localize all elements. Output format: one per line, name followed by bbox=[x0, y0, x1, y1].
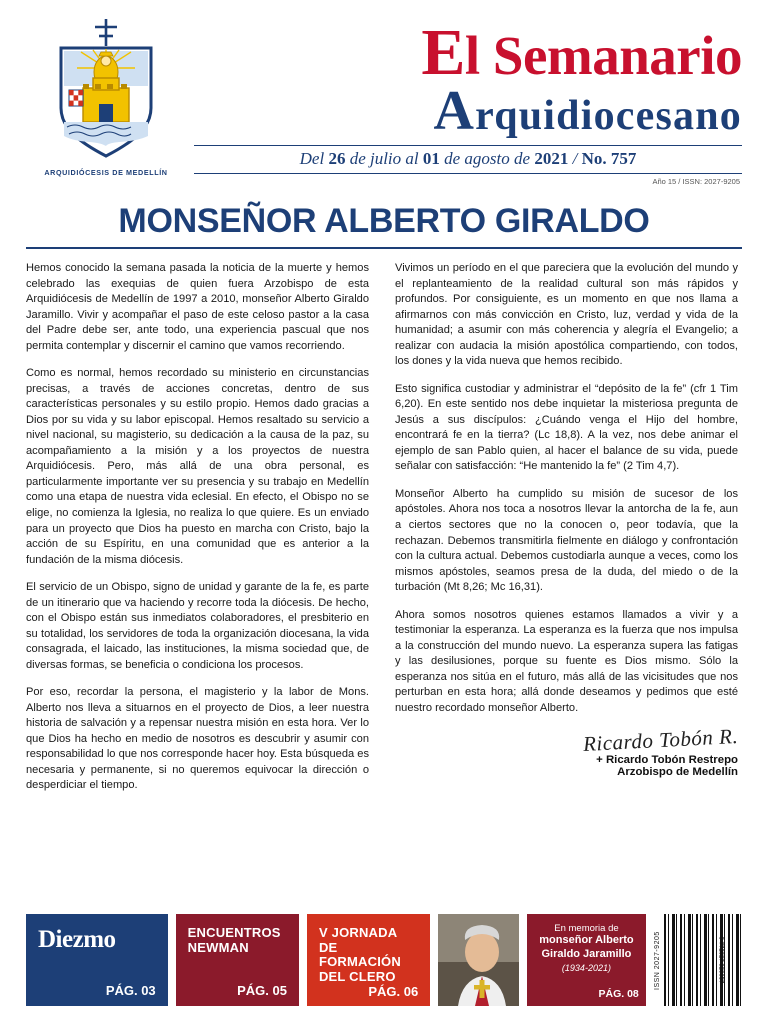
dateline-year: 2021 bbox=[534, 148, 569, 168]
dateline-mid2: de agosto de bbox=[439, 148, 535, 168]
handwritten-signature: Ricardo Tobón R. bbox=[582, 724, 739, 757]
memoria-line2: monseñor Alberto Giraldo Jaramillo bbox=[539, 934, 634, 960]
barcode-number: 9 772027 920057 bbox=[717, 936, 724, 984]
paragraph: Esto significa custodiar y administrar el “depósito de la fe” (cfr 1 Tim 6,20). En este sentido nos debe inquietar la misteriosa pregunta de Jesús a sus discípulos: ¿Cuándo venga el Hijo del hombre, encontrará fe en la tierra? (Lc 18,8). A la vez, nos debe animar el ejemplo de san Pablo quien, al hacer el balance de su vida, puede señalar con satisfacción: “He mantenido la fe” (2 Tim 4,7). bbox=[395, 382, 738, 473]
article-column-left bbox=[26, 261, 369, 869]
portrait-icon bbox=[438, 914, 519, 1006]
dateline-sep: / bbox=[568, 148, 582, 168]
crest-caption: ARQUIDIÓCESIS DE MEDELLÍN bbox=[44, 168, 168, 177]
signature-role: Arzobispo de Medellín bbox=[617, 766, 738, 779]
signature-block bbox=[395, 724, 739, 779]
diocese-crest bbox=[26, 14, 186, 177]
bishop-portrait-photo bbox=[438, 914, 519, 1006]
memoria-years: (1934-2021) bbox=[561, 962, 611, 973]
paper-title-line1 bbox=[194, 16, 742, 89]
signature-name: + Ricardo Tobón Restrepo bbox=[596, 754, 738, 767]
paragraph: Ahora somos nosotros quienes estamos llamados a vivir y a testimoniar la esperanza. La esperanza es la fuerza que nos impulsa a la construcción del mundo nuevo. La esperanza supera las fatigas y las desilusiones, porque su fuente es Dios mismo. Sólo la esperanza nos sitúa en el futuro, más allá de las vicisitudes que nos perturban en esta hora; allá donde deseamos y pedimos que esté nuestro recordado monseñor Alberto. bbox=[395, 608, 738, 714]
memoria-page: PÁG. 08 bbox=[598, 988, 639, 1000]
masthead bbox=[0, 0, 768, 192]
paragraph: Monseñor Alberto ha cumplido su misión de sucesor de los apóstoles. Ahora nos toca a nosotros llevar la antorcha de la fe, aun a ciertos sectores que no la conocen o, peor todavía, que la rechazan. Debemos transmitirla fielmente en diálogo y confrontación con la cultura actual. Debemos custodiarla aunque a veces, como los mismos apóstoles, seamos presa de la duda, del miedo o de la turbación (Mt 8,26; Mc 16,31). bbox=[395, 487, 738, 594]
teaser-newman[interactable] bbox=[176, 914, 299, 1006]
dateline-pre: Del bbox=[299, 148, 329, 168]
teaser-title: Diezmo bbox=[38, 926, 116, 953]
memoria-line1: En memoria de bbox=[554, 923, 619, 934]
dateline-mid1: de julio al bbox=[345, 148, 423, 168]
teaser-title: ENCUENTROS NEWMAN bbox=[187, 925, 281, 955]
article-column-right bbox=[395, 261, 738, 869]
teaser-title: V JORNADA DE FORMACIÓN DEL CLERO bbox=[318, 925, 401, 984]
coat-of-arms-icon bbox=[41, 16, 171, 166]
teaser-page: PÁG. 03 bbox=[105, 983, 156, 998]
barcode-image bbox=[664, 914, 742, 1006]
title-dropcap-e: E bbox=[421, 16, 465, 89]
issn-line: Año 15 / ISSN: 2027-9205 bbox=[652, 176, 740, 186]
dateline-day-start: 26 bbox=[328, 148, 346, 168]
article-body bbox=[0, 249, 768, 869]
title-rest-1: l Semanario bbox=[464, 25, 742, 86]
title-rest-2: rquidiocesano bbox=[475, 92, 742, 139]
dateline-day-end: 01 bbox=[422, 148, 440, 168]
teaser-diezmo[interactable] bbox=[26, 914, 168, 1006]
title-dropcap-a: A bbox=[433, 79, 476, 142]
paragraph: Como es normal, hemos recordado su ministerio en circunstancias precisas, a través de acciones concretas, dentro de sus características personales y su estilo propio. Hemos dado gracias a Dios por su vida y su labor episcopal. Hemos resaltado su servicio a nivel nacional, su magisterio, su dedicación a la causa de la paz, su acompañamiento a la misión y a los proyectos de nuestra Arquidiócesis. Pero, más allá de una obra personal, es particularmente importante ver su presencia y su trabajo en Medellín como una etapa de nuestra vida eclesial. En efecto, el Obispo no se elige, no comienza la Iglesia, no realiza lo que quiere. Es un enviado para un proyecto que Dios ha puesto en marcha con Cristo, bajo la acción de su Espíritu, en una comunidad que es anterior a la fundación de la misma diócesis. bbox=[26, 367, 369, 566]
barcode-block bbox=[654, 914, 742, 1006]
dateline-rule bbox=[194, 145, 742, 174]
issue-number: No. 757 bbox=[581, 148, 637, 168]
teaser-memoria[interactable] bbox=[527, 914, 646, 1006]
paragraph: El servicio de un Obispo, signo de unidad y garante de la fe, es parte de un itinerario que va haciendo y recorre toda la diócesis. De hecho, con el Obispo están sus inmediatos colaboradores, el presbiterio en su totalidad, los servidores de toda la organización diocesana, la vida consagrada, el laicado, las instituciones, la misma sociedad que, de diversas formas, se beneficia o condiciona los procesos. bbox=[26, 581, 369, 671]
teaser-page: PÁG. 05 bbox=[237, 983, 287, 998]
barcode-issn-text: ISSN 2027-9205 bbox=[653, 931, 661, 991]
footer-teasers bbox=[0, 896, 768, 1024]
teaser-page: PÁG. 06 bbox=[368, 984, 419, 1000]
paper-title-line2 bbox=[194, 79, 742, 142]
paragraph: Hemos conocido la semana pasada la noticia de la muerte y hemos celebrado las exequias de quien fuera Arzobispo de esta Arquidiócesis de Medellín de 1997 a 2010, monseñor Alberto Giraldo Jaramillo. Vivir y acompañar el paso de este celoso pastor a la casa del Padre debe ser, ante todo, una experiencia pascual que nos permita contemplar y discernir el camino que vamos recorriendo. bbox=[26, 262, 369, 352]
title-block bbox=[186, 14, 742, 186]
paragraph: Vivimos un período en el que pareciera que la evolución del mundo y el replanteamiento de la realidad cultural son más rápidos y profundos. Por consiguiente, es un momento en que nos llama a afirmarnos con más convicción en Cristo, luz, verdad y vida de la humanidad; a asumir con más coherencia y alegría el Evangelio; a realizar con audacia la misión apostólica compartiendo, con todos, los dones y la vida nueva que hemos recibido. bbox=[395, 262, 738, 368]
page-title: MONSEÑOR ALBERTO GIRALDO bbox=[118, 202, 650, 240]
paragraph: Por eso, recordar la persona, el magisterio y la labor de Mons. Alberto nos lleva a situarnos en el proyecto de Dios, a leer nuestra historia de salvación y a repensar nuestra misión en esta hora. Ver lo que Dios ha hecho en medio de nosotros es descubrir y asumir con responsabilidad lo que nos corresponde hacer hoy. Esta búsqueda es necesaria y permanente, si no queremos equivocar la dirección o desperdiciar el tiempo. bbox=[26, 686, 369, 792]
dateline bbox=[194, 149, 742, 169]
teaser-clero[interactable] bbox=[307, 914, 430, 1006]
